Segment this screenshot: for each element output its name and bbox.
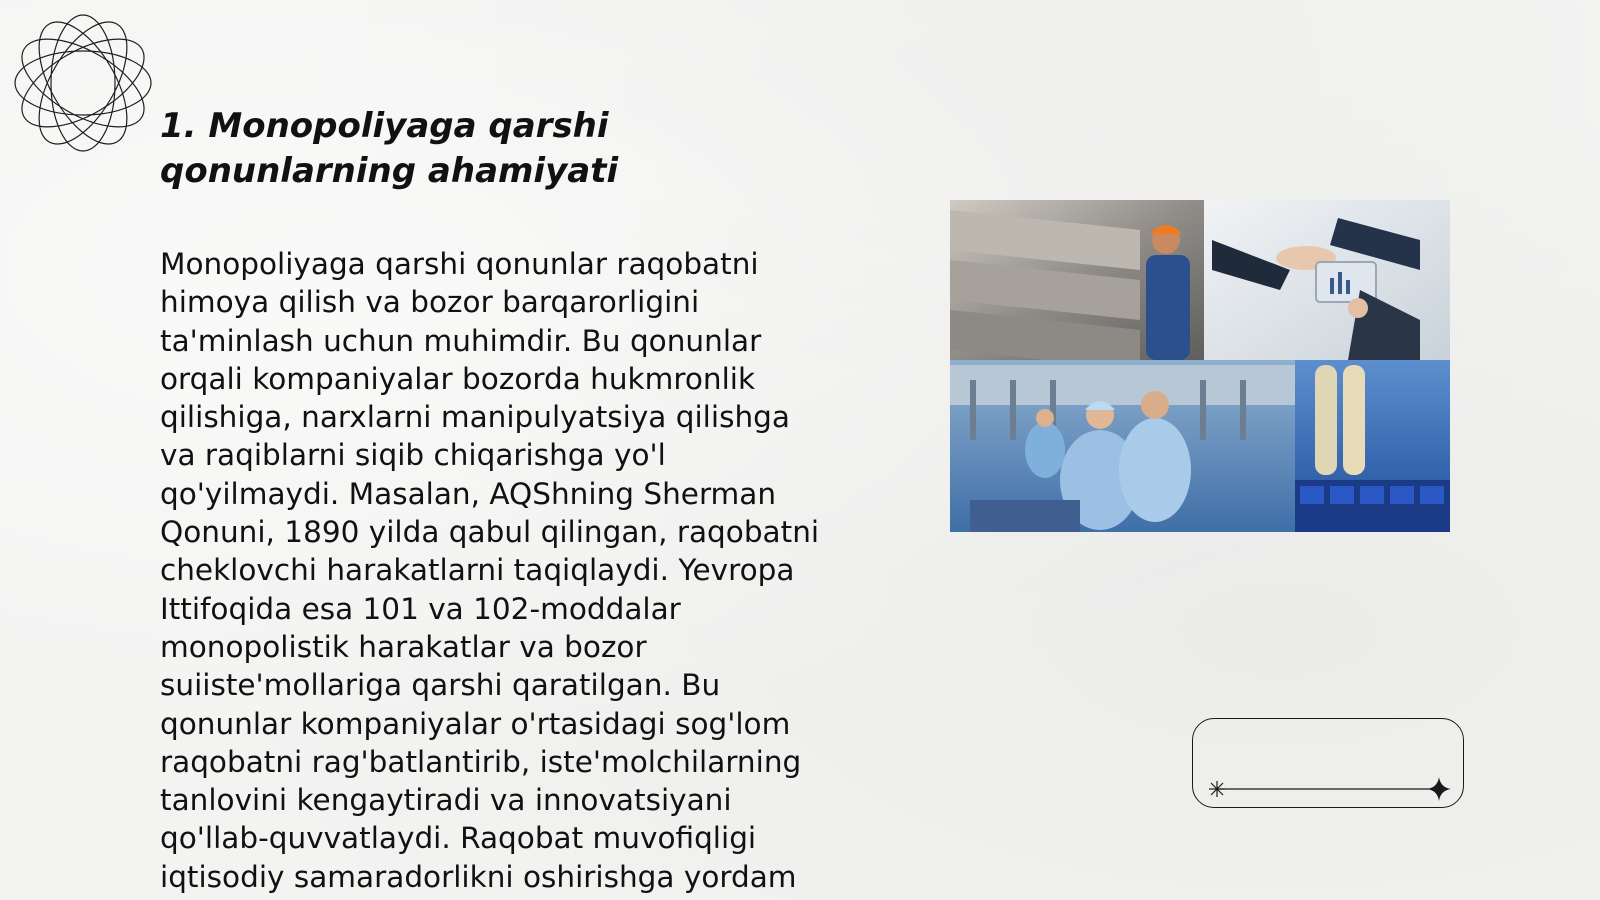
photo-factory-workers <box>950 360 1295 532</box>
photo-handshake <box>1204 200 1450 360</box>
frame-line-art <box>1193 719 1465 809</box>
decorative-frame <box>1192 718 1464 808</box>
industry-photo-collage <box>950 200 1450 532</box>
slide-title: 1. Monopoliyaga qarshi qonunlarning ahamiyati <box>160 106 619 191</box>
photo-industrial-plant <box>1295 360 1450 532</box>
slide-body-text: Monopoliyaga qarshi qonunlar raqobatni himoya qilish va bozor barqarorligini ta'minlash uchun muhimdir. Bu qonunlar orqali kompaniyalar bozorda hukmronlik qilishiga, narxlarni manipulyatsiya qilishga va raqiblarni siqib chiqarishga yo'l qo'yilmaydi. Masalan, AQShning Sherman Qonuni, 1890 yilda qabul qilingan, raqobatni cheklovchi harakatlarni taqiqlaydi. Yevropa Ittifoqida esa 101 va 102-moddalar monopolistik harakatlar va bozor suiiste'mollariga qarshi qaratilgan. Bu qonunlar kompaniyalar o'rtasidagi sog'lom raqobatni rag'batlantirib, iste'molchilarning tanlovini kengaytiradi va innovatsiyani qo'llab-quvvatlaydi. Raqobat muvofiqligi iqtisodiy samaradorlikni oshirishga yordam <box>160 247 820 894</box>
orbit-rings-icon <box>10 10 156 156</box>
star-icon <box>1427 777 1451 801</box>
sparkle-icon <box>1209 781 1225 797</box>
photo-concrete-worker <box>950 200 1204 370</box>
